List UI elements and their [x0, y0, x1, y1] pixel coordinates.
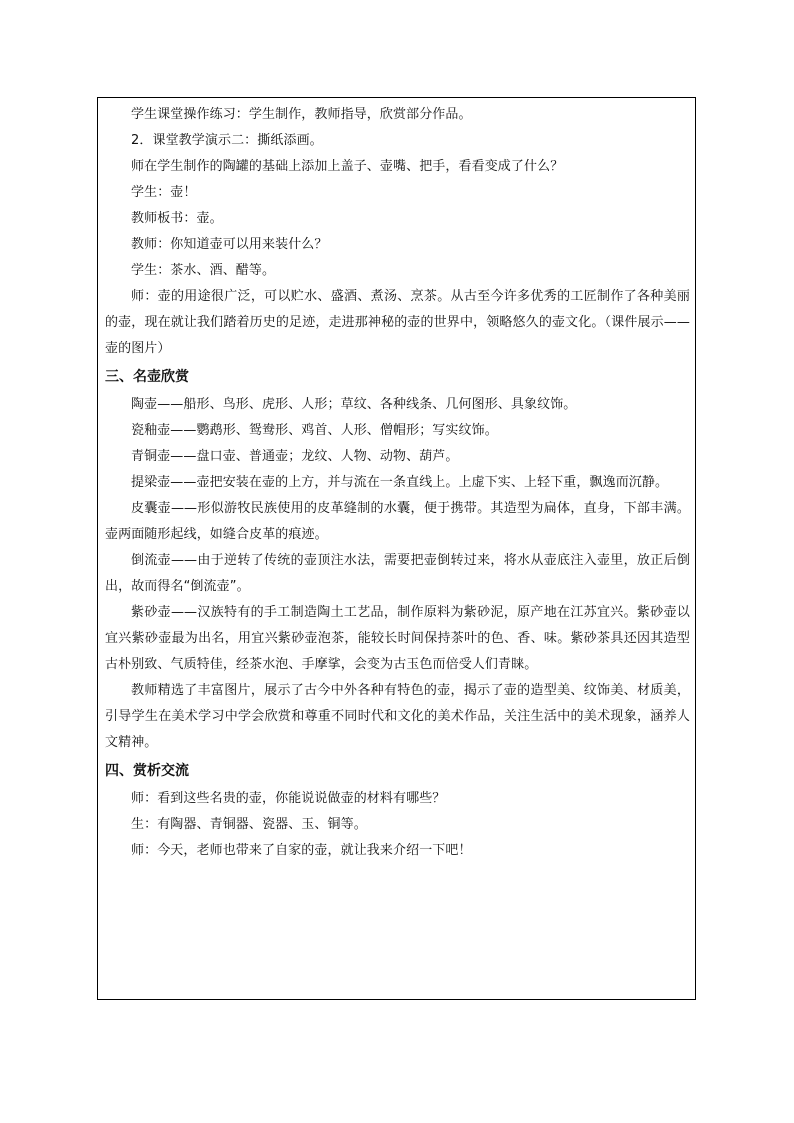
paragraph: 教师精选了丰富图片，展示了古今中外各种有特色的壶，揭示了壶的造型美、纹饰美、材质美，引导学生在美术学习中学会欣赏和尊重不同时代和文化的美术作品，关注生活中的美术现象，涵养人文精神。 [105, 683, 690, 750]
lesson-content [105, 102, 690, 864]
paragraph: 学生：壶！ [131, 185, 197, 200]
paragraph: 师在学生制作的陶罐的基础上添加上盖子、壶嘴、把手，看看变成了什么？ [131, 159, 564, 174]
paragraph: 青铜壶——盘口壶、普通壶；龙纹、人物、动物、葫芦。 [131, 449, 459, 464]
paragraph: 陶壶——船形、鸟形、虎形、人形；草纹、各种线条、几何图形、具象纹饰。 [131, 397, 577, 412]
paragraph: 瓷釉壶——鹦鹉形、鸳鸯形、鸡首、人形、僧帽形；写实纹饰。 [131, 423, 498, 438]
paragraph: 提梁壶——壶把安装在壶的上方，并与流在一条直线上。上虚下实、上轻下重，飘逸而沉静。 [131, 475, 669, 490]
paragraph: 学生：茶水、酒、醋等。 [131, 263, 276, 278]
paragraph: 皮囊壶——形似游牧民族使用的皮革缝制的水囊，便于携带。其造型为扁体，直身，下部丰满。壶两面随形起线，如缝合皮革的痕迹。 [105, 501, 690, 542]
paragraph: 学生课堂操作练习：学生制作，教师指导，欣赏部分作品。 [131, 107, 472, 122]
paragraph: 教师：你知道壶可以用来装什么？ [131, 237, 328, 252]
paragraph: 紫砂壶——汉族特有的手工制造陶土工艺品，制作原料为紫砂泥，原产地在江苏宜兴。紫砂壶以宜兴紫砂壶最为出名，用宜兴紫砂壶泡茶，能较长时间保持茶叶的色、香、味。紫砂茶具还因其造型古朴别致、气质特佳，经茶水泡、手摩挲，会变为古玉色而倍受人们青睐。 [105, 605, 690, 672]
paragraph: 教师板书：壶。 [131, 211, 223, 226]
section-heading: 三、名壶欣赏 [105, 369, 189, 385]
paragraph: 生：有陶器、青铜器、瓷器、玉、铜等。 [131, 817, 367, 832]
paragraph: 倒流壶——由于逆转了传统的壶顶注水法，需要把壶倒转过来，将水从壶底注入壶里，放正后倒出，故而得名“倒流壶”。 [105, 553, 690, 594]
paragraph: 师：今天，老师也带来了自家的壶，就让我来介绍一下吧！ [131, 843, 472, 858]
paragraph: 2．课堂教学演示二：撕纸添画。 [131, 133, 323, 148]
lesson-table-cell [97, 97, 696, 1000]
paragraph: 师：壶的用途很广泛，可以贮水、盛酒、煮汤、烹茶。从古至今许多优秀的工匠制作了各种美丽的壶，现在就让我们踏着历史的足迹，走进那神秘的壶的世界中，领略悠久的壶文化。（课件展示——壶的图片） [105, 289, 690, 356]
section-heading: 四、赏析交流 [105, 763, 189, 779]
paragraph: 师：看到这些名贵的壶，你能说说做壶的材料有哪些？ [131, 791, 446, 806]
